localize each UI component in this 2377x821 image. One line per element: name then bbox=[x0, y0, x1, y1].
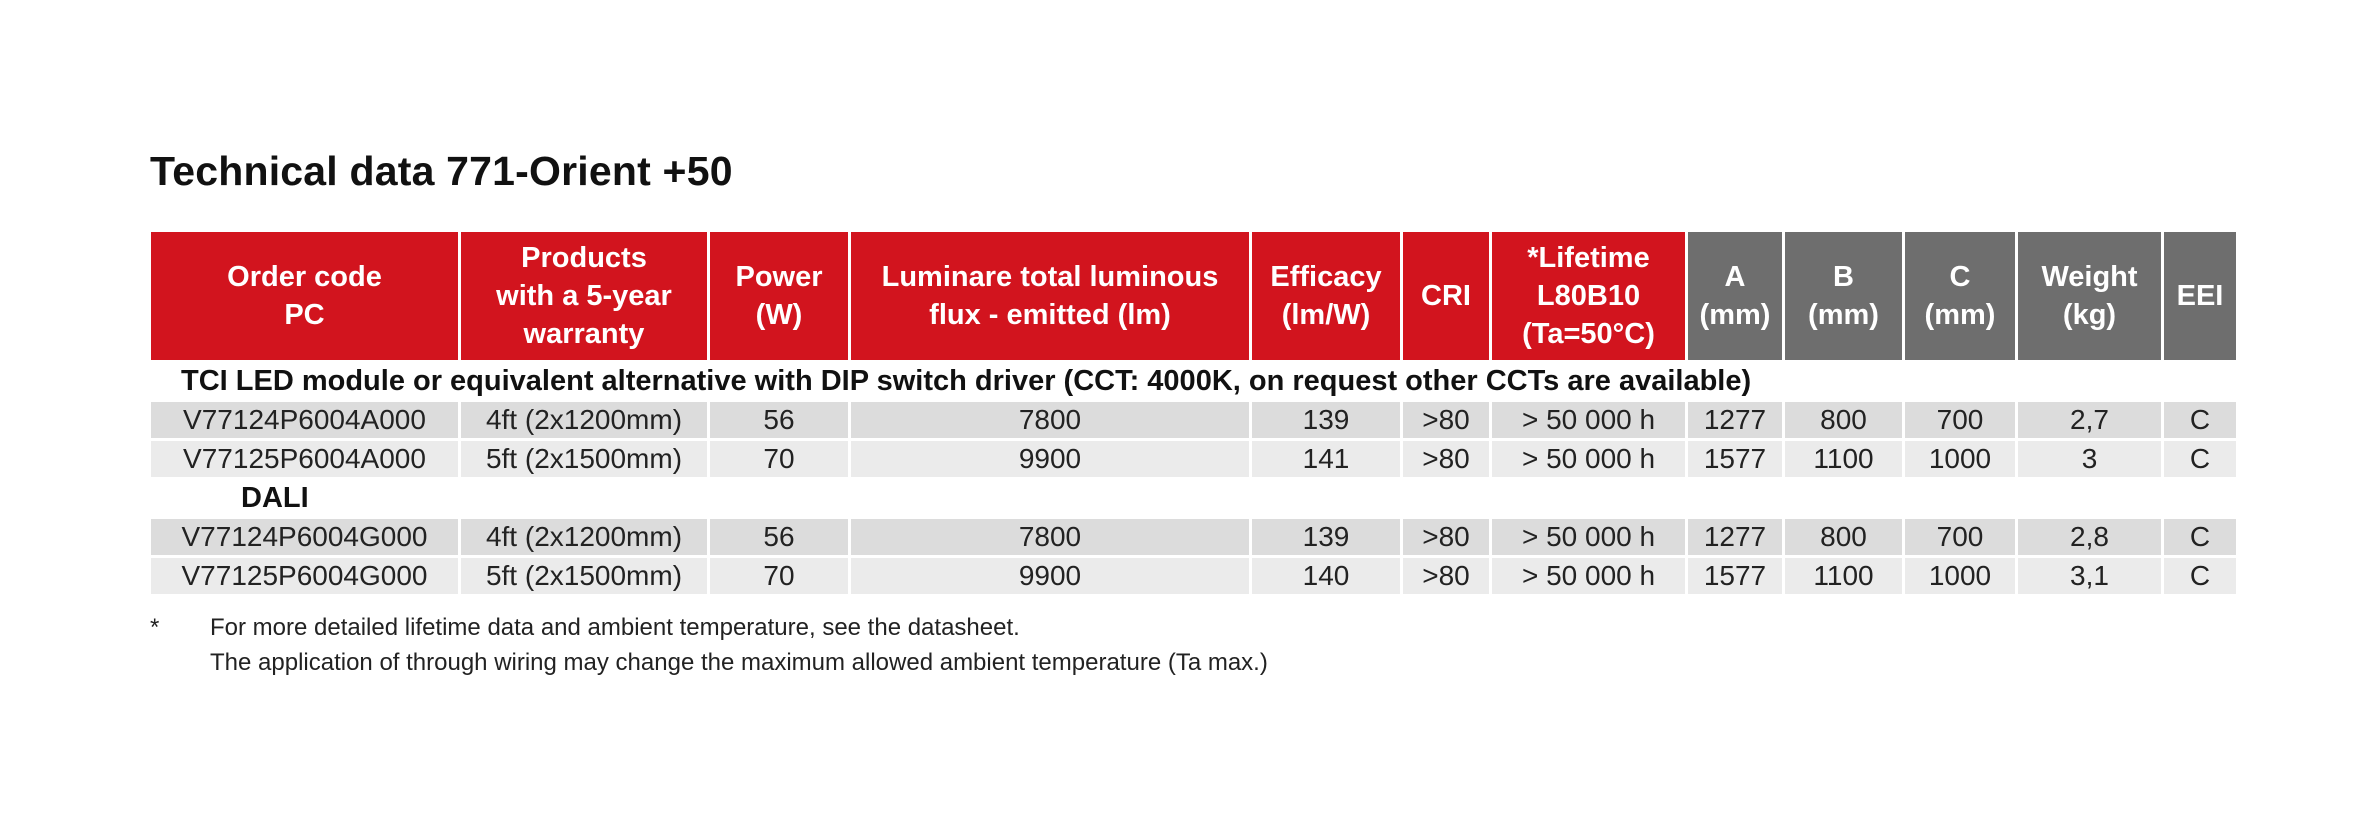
table-cell: 7800 bbox=[851, 519, 1249, 555]
table-cell: >80 bbox=[1403, 519, 1489, 555]
footnote-marker: * bbox=[150, 614, 160, 641]
table-row bbox=[151, 519, 2236, 555]
table-cell: 4ft (2x1200mm) bbox=[461, 519, 707, 555]
group-label: DALI bbox=[151, 480, 2236, 516]
footnote-lines bbox=[210, 610, 1268, 680]
table-cell: C bbox=[2164, 519, 2236, 555]
table-cell: 9900 bbox=[851, 558, 1249, 594]
table-cell: >80 bbox=[1403, 558, 1489, 594]
table-cell: 9900 bbox=[851, 441, 1249, 477]
table-cell: 3,1 bbox=[2018, 558, 2161, 594]
column-header: A (mm) bbox=[1688, 232, 1782, 360]
technical-data-table bbox=[148, 229, 2239, 597]
table-cell: 140 bbox=[1252, 558, 1400, 594]
table-cell: 4ft (2x1200mm) bbox=[461, 402, 707, 438]
footnote-line: For more detailed lifetime data and ambient temperature, see the datasheet. bbox=[210, 614, 1020, 641]
column-header: Efficacy (lm/W) bbox=[1252, 232, 1400, 360]
table-cell: 70 bbox=[710, 441, 848, 477]
table-cell: 800 bbox=[1785, 402, 1902, 438]
table-cell: 56 bbox=[710, 402, 848, 438]
table-cell: > 50 000 h bbox=[1492, 402, 1685, 438]
table-cell: 139 bbox=[1252, 402, 1400, 438]
table-body bbox=[151, 363, 2236, 594]
group-label: TCI LED module or equivalent alternative with DIP switch driver (CCT: 4000K, on request other CCTs are available) bbox=[151, 363, 2236, 399]
column-header: Power (W) bbox=[710, 232, 848, 360]
table-row bbox=[151, 558, 2236, 594]
table-cell: C bbox=[2164, 441, 2236, 477]
column-header: Products with a 5-year warranty bbox=[461, 232, 707, 360]
table-cell: 3 bbox=[2018, 441, 2161, 477]
table-cell: C bbox=[2164, 558, 2236, 594]
table-cell: 1577 bbox=[1688, 441, 1782, 477]
column-header: EEI bbox=[2164, 232, 2236, 360]
table-cell: 1000 bbox=[1905, 441, 2015, 477]
table-cell: > 50 000 h bbox=[1492, 558, 1685, 594]
table-cell: 56 bbox=[710, 519, 848, 555]
table-cell: 139 bbox=[1252, 519, 1400, 555]
table-cell: 800 bbox=[1785, 519, 1902, 555]
table-cell: > 50 000 h bbox=[1492, 441, 1685, 477]
table-cell: >80 bbox=[1403, 441, 1489, 477]
table-cell: 141 bbox=[1252, 441, 1400, 477]
table-cell: 1000 bbox=[1905, 558, 2015, 594]
table-cell: >80 bbox=[1403, 402, 1489, 438]
table-cell: 700 bbox=[1905, 402, 2015, 438]
table-cell: V77125P6004A000 bbox=[151, 441, 458, 477]
table-cell: V77124P6004A000 bbox=[151, 402, 458, 438]
table-row bbox=[151, 402, 2236, 438]
column-header: C (mm) bbox=[1905, 232, 2015, 360]
table-cell: 700 bbox=[1905, 519, 2015, 555]
table-cell: 2,8 bbox=[2018, 519, 2161, 555]
table-cell: 1277 bbox=[1688, 402, 1782, 438]
table-cell: 5ft (2x1500mm) bbox=[461, 441, 707, 477]
group-row bbox=[151, 480, 2236, 516]
table-cell: 7800 bbox=[851, 402, 1249, 438]
table-cell: 70 bbox=[710, 558, 848, 594]
column-header: Luminare total luminous flux - emitted (lm) bbox=[851, 232, 1249, 360]
column-header: Order code PC bbox=[151, 232, 458, 360]
page-title: Technical data 771-Orient +50 bbox=[150, 148, 733, 194]
header-row bbox=[151, 232, 2236, 360]
table-cell: 5ft (2x1500mm) bbox=[461, 558, 707, 594]
column-header: *Lifetime L80B10 (Ta=50°C) bbox=[1492, 232, 1685, 360]
table-cell: 1100 bbox=[1785, 558, 1902, 594]
table-cell: C bbox=[2164, 402, 2236, 438]
table-cell: > 50 000 h bbox=[1492, 519, 1685, 555]
footnote-line: The application of through wiring may change the maximum allowed ambient temperature (Ta max.) bbox=[210, 649, 1268, 676]
column-header: CRI bbox=[1403, 232, 1489, 360]
table-cell: 1277 bbox=[1688, 519, 1782, 555]
table-cell: 2,7 bbox=[2018, 402, 2161, 438]
table-row bbox=[151, 441, 2236, 477]
table-cell: 1577 bbox=[1688, 558, 1782, 594]
group-row bbox=[151, 363, 2236, 399]
column-header: B (mm) bbox=[1785, 232, 1902, 360]
table-cell: 1100 bbox=[1785, 441, 1902, 477]
table-cell: V77124P6004G000 bbox=[151, 519, 458, 555]
table-cell: V77125P6004G000 bbox=[151, 558, 458, 594]
column-header: Weight (kg) bbox=[2018, 232, 2161, 360]
